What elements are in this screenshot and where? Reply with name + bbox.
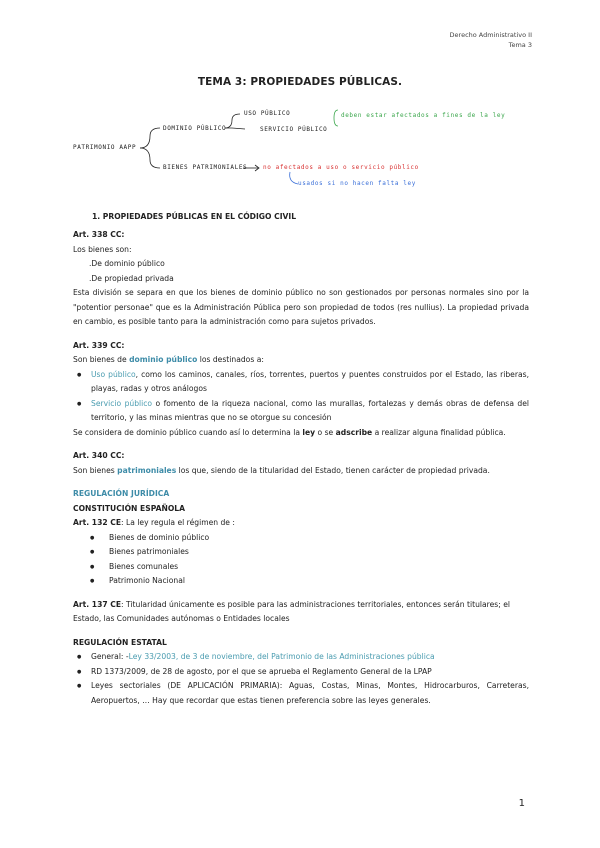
art339-text: Son bienes de dominio público los destinados a: <box>73 355 264 364</box>
diagram-root: PATRIMONIO AAPP <box>73 144 137 151</box>
page-title: TEMA 3: PROPIEDADES PÚBLICAS. <box>197 76 403 88</box>
bienes-son: Los bienes son: <box>73 244 132 254</box>
diagram-note-blue: usados si no hacen falta ley <box>298 180 416 187</box>
list-item: .De dominio público <box>89 259 165 268</box>
diagram-patrimoniales: BIENES PATRIMONIALES <box>163 164 248 171</box>
list-item: ● Leyes sectoriales (DE APLICACIÓN PRIMARIA): Aguas, Costas, Minas, Montes, Hidrocarburos, Carreteras, Aeropuertos, … Hay que recordar que estas tienen preferencia sobre las leyes generales. <box>73 679 529 708</box>
diagram-dominio: DOMINIO PÚBLICO <box>163 125 227 132</box>
paragraph: Esta división se separa en que los bienes de dominio público no son gestionados por personas normales sino por la "potentior personae" que es la Administración Pública pero son propiedad de todos (res nullius). La propiedad privada en cambio, es posible tanto para la administración como para sujetos privados. <box>73 288 529 326</box>
dominio-note: Se considera de dominio público cuando así lo determina la ley o se adscribe a realizar alguna finalidad pública. <box>73 427 506 437</box>
art137: Art. 137 CE: Titularidad únicamente es posible para las administraciones territoriales, entonces serán titulares; el Estado, las Comunidades autónomas o Entidades locales <box>73 599 511 623</box>
diagram-note-green: deben estar afectados a fines de la ley <box>341 112 506 119</box>
highlight: dominio público <box>129 355 198 364</box>
highlight: patrimoniales <box>117 465 177 475</box>
estatal-heading: REGULACIÓN ESTATAL <box>73 637 167 647</box>
page-number: 1 <box>518 798 525 809</box>
list-item: ● Bienes de dominio público <box>73 531 529 546</box>
diagram-note-red: no afectados a uso o servicio público <box>263 164 419 171</box>
list-item: ● Servicio público o fomento de la riqueza nacional, como las murallas, fortalezas y demás obras de defensa del territorio, y las minas mientras que no se otorgue su concesión <box>73 397 529 426</box>
handwritten-diagram <box>0 98 600 198</box>
art340-label: Art. 340 CC: <box>73 451 125 460</box>
section-heading: 1. PROPIEDADES PÚBLICAS EN EL CÓDIGO CIVIL <box>92 212 297 221</box>
diagram-servicio: SERVICIO PÚBLICO <box>260 126 328 133</box>
regulacion-heading: REGULACIÓN JURÍDICA <box>73 489 170 498</box>
list-item: ● RD 1373/2009, de 28 de agosto, por el que se aprueba el Reglamento General de la LPAP <box>73 665 529 680</box>
page-header <box>450 30 532 50</box>
list-item: ● Patrimonio Nacional <box>73 574 529 589</box>
art338-label: Art. 338 CC: <box>73 230 125 239</box>
list-item: ● Bienes comunales <box>73 560 529 575</box>
list-item: ● Bienes patrimoniales <box>73 545 529 560</box>
law-link[interactable]: Ley 33/2003, de 3 de noviembre, del Patrimonio de las Administraciones pública <box>128 652 435 661</box>
diagram-uso: USO PÚBLICO <box>244 110 291 117</box>
art339-label: Art. 339 CC: <box>73 340 125 350</box>
document-body <box>73 228 529 708</box>
constitucion-heading: CONSTITUCIÓN ESPAÑOLA <box>73 503 185 513</box>
list-item: .De propiedad privada <box>89 273 174 283</box>
list-item: ● General: -Ley 33/2003, de 3 de noviembre, del Patrimonio de las Administraciones pública <box>73 650 529 665</box>
header-course: Derecho Administrativo II <box>449 31 532 39</box>
header-topic: Tema 3 <box>508 41 532 49</box>
art132: Art. 132 CE: La ley regula el régimen de : <box>73 518 235 527</box>
list-item: ● Uso público, como los caminos, canales, ríos, torrentes, puertos y puentes construidos por el Estado, las riberas, playas, radas y otros análogos <box>73 368 529 397</box>
art340-text: Son bienes patrimoniales los que, siendo de la titularidad del Estado, tienen carácter de propiedad privada. <box>73 465 490 475</box>
